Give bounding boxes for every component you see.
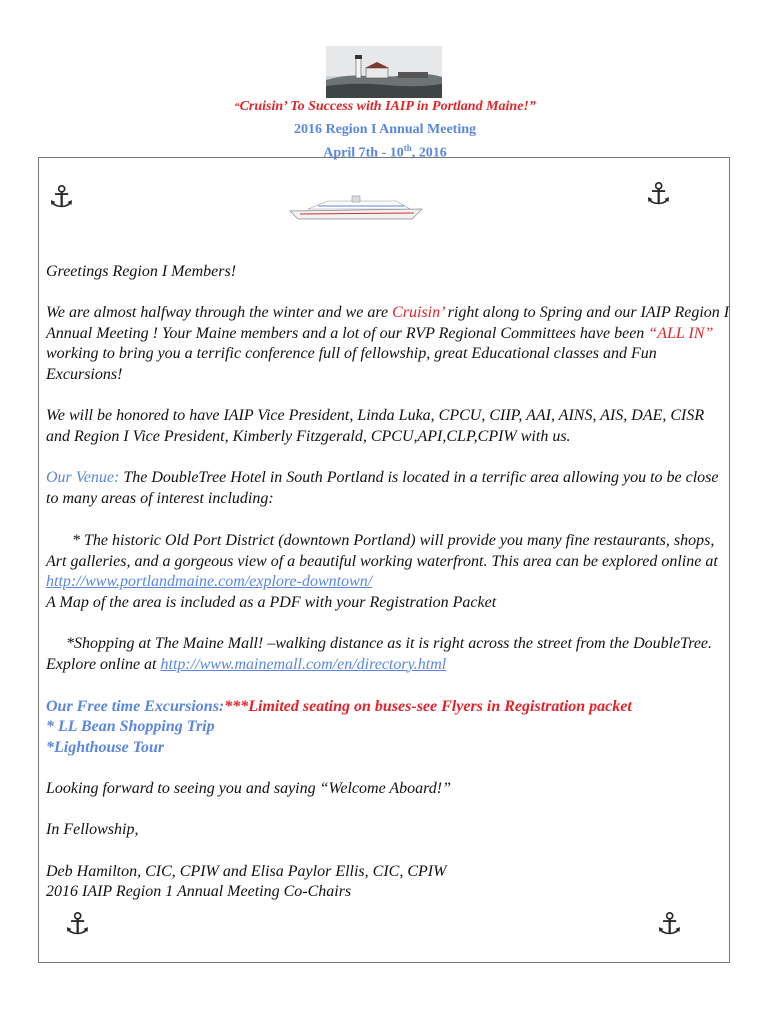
intro-text-a: We are almost halfway through the winter and we are: [46, 304, 393, 321]
all-in-highlight: “ALL IN”: [648, 324, 714, 342]
intro-text-c: working to bring you a terrific conference full of fellowship, great Educational classes and Fun Excursions!: [46, 345, 657, 383]
closing-line: Looking forward to seeing you and saying “Welcome Aboard!”: [46, 780, 452, 797]
signoff: In Fellowship,: [46, 821, 139, 838]
anchor-icon: ⚓: [645, 177, 672, 212]
dates-prefix: April 7th - 10: [323, 145, 404, 161]
excursions-label: Our Free time Excursions:: [46, 698, 225, 715]
meeting-title: 2016 Region I Annual Meeting: [293, 122, 476, 137]
signature-title: 2016 IAIP Region 1 Annual Meeting Co-Chairs: [46, 883, 352, 900]
cruisin-highlight: Cruisin’: [392, 304, 444, 321]
excursion-ll-bean: * LL Bean Shopping Trip: [46, 718, 215, 735]
close-quote: ”: [528, 99, 536, 114]
excursion-lighthouse: *Lighthouse Tour: [46, 739, 165, 756]
guests-paragraph: We will be honored to have IAIP Vice President, Linda Luka, CPCU, CIIP, AAI, AINS, AIS, DAE, CISR and Region I Vice President, Kimberly Fitzgerald, CPCU,API,CLP,CPIW with us.: [46, 407, 705, 445]
intro-paragraph: [46, 303, 730, 385]
venue-paragraph: [46, 468, 732, 509]
anchor-icon: ⚓: [64, 907, 91, 942]
anchor-icon: ⚓: [656, 907, 683, 942]
excursions-heading: [46, 697, 746, 718]
map-note: A Map of the area is included as a PDF with your Registration Packet: [46, 594, 497, 611]
maine-mall-link[interactable]: http://www.mainemall.com/en/directory.html: [160, 655, 447, 673]
dates-suffix: , 2016: [411, 145, 447, 161]
dates-superscript: th: [403, 143, 412, 153]
greeting: Greetings Region I Members!: [46, 263, 237, 280]
open-quote: “: [234, 101, 240, 113]
mall-paragraph: [46, 634, 718, 675]
event-tagline: [0, 98, 770, 116]
tagline-text: Cruisin’ To Success with IAIP in Portland Maine!: [239, 99, 529, 114]
mall-text: *Shopping at The Maine Mall! –walking distance as it is right across the street from the DoubleTree. Explore online at: [46, 635, 713, 673]
lighthouse-photo: [326, 46, 442, 98]
cruise-ship-image: [288, 195, 428, 221]
venue-label: Our Venue:: [46, 469, 120, 486]
portland-downtown-link[interactable]: http://www.portlandmaine.com/explore-downtown/: [46, 573, 373, 590]
intro-text-b: right along to Spring and our IAIP Region I Annual Meeting ! Your Maine members and a lot of our RVP Regional Committees have been: [46, 304, 730, 342]
anchor-icon: ⚓: [48, 180, 75, 215]
excursions-note: ***Limited seating on buses-see Flyers in Registration packet: [224, 698, 632, 715]
signature-names: Deb Hamilton, CIC, CPIW and Elisa Paylor Ellis, CIC, CPIW: [46, 863, 447, 880]
venue-text: The DoubleTree Hotel in South Portland is located in a terrific area allowing you to be close to many areas of interest including:: [46, 469, 719, 507]
old-port-text: * The historic Old Port District (downtown Portland) will provide you many fine restaurants, shops, Art galleries, and a gorgeous view of a beautiful working waterfront. This area can be explored online at: [46, 532, 718, 570]
old-port-paragraph: [46, 531, 734, 593]
